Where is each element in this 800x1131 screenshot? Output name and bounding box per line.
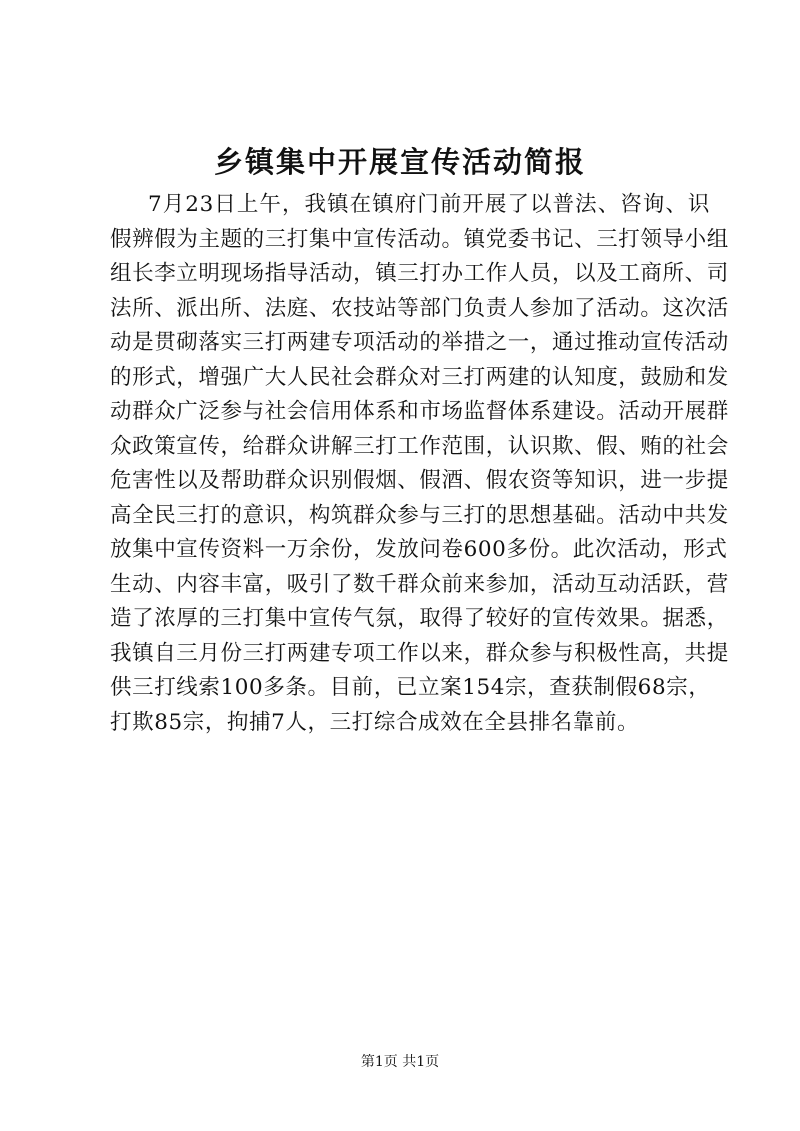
body-line: 危害性以及帮助群众识别假烟、假酒、假农资等知识，进一步提 [110, 468, 729, 493]
body-line: 动群众广泛参与社会信用体系和市场监督体系建设。活动开展群 [110, 399, 729, 424]
page-number-footer: 第1页 共1页 [360, 1054, 440, 1070]
document-body [110, 188, 729, 740]
body-line: 组长李立明现场指导活动，镇三打办工作人员，以及工商所、司 [110, 261, 729, 286]
body-line: 供三打线索100多条。目前，已立案154宗，查获制假68宗， [110, 675, 711, 700]
body-line: 高全民三打的意识，构筑群众参与三打的思想基础。活动中共发 [110, 502, 729, 528]
body-line: 放集中宣传资料一万余份，发放问卷600多份。此次活动，形式 [110, 537, 728, 562]
body-line: 7月23日上午，我镇在镇府门前开展了以普法、咨询、识 [148, 192, 710, 217]
body-line: 造了浓厚的三打集中宣传气氛，取得了较好的宣传效果。据悉， [110, 606, 729, 631]
body-line: 打欺85宗，拘捕7人，三打综合成效在全县排名靠前。 [110, 709, 640, 735]
body-line: 众政策宣传，给群众讲解三打工作范围，认识欺、假、贿的社会 [110, 433, 729, 459]
body-line: 我镇自三月份三打两建专项工作以来，群众参与积极性高，共提 [110, 640, 729, 666]
body-line: 假辨假为主题的三打集中宣传活动。镇党委书记、三打领导小组 [110, 226, 729, 252]
body-line: 的形式，增强广大人民社会群众对三打两建的认知度，鼓励和发 [110, 364, 729, 390]
body-line: 动是贯砌落实三打两建专项活动的举措之一，通过推动宣传活动 [110, 330, 729, 355]
document-title: 乡镇集中开展宣传活动简报 [213, 145, 586, 179]
body-line: 法所、派出所、法庭、农技站等部门负责人参加了活动。这次活 [110, 295, 729, 321]
body-line: 生动、内容丰富，吸引了数千群众前来参加，活动互动活跃，营 [110, 571, 729, 597]
